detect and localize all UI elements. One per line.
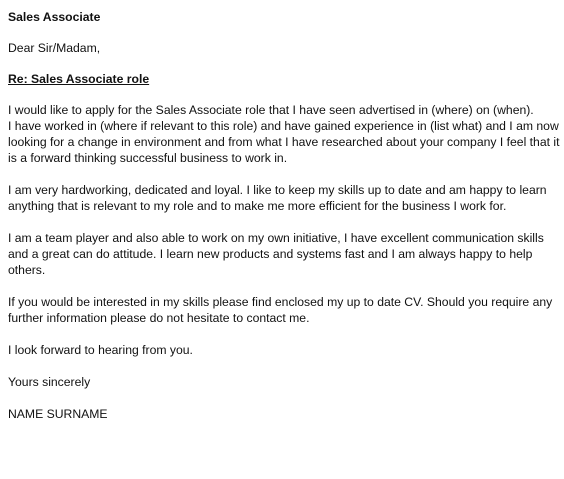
paragraph-line: I have worked in (where if relevant to this role) and have gained experience in (list what) and I am now bbox=[8, 119, 559, 133]
paragraph-line: I would like to apply for the Sales Associate role that I have seen advertised in (where) on (when). bbox=[8, 103, 534, 117]
paragraph-qualities bbox=[8, 182, 556, 214]
paragraph-line: further information please do not hesitate to contact me. bbox=[8, 311, 310, 325]
signature-name: NAME SURNAME bbox=[8, 407, 108, 421]
paragraph-line: and a great can do attitude. I learn new products and systems fast and I am always happy to help bbox=[8, 247, 533, 261]
paragraph-line: I am a team player and also able to work on my own initiative, I have excellent communication skills bbox=[8, 231, 544, 245]
paragraph-line: If you would be interested in my skills please find enclosed my up to date CV. Should you require any bbox=[8, 295, 553, 309]
paragraph-line: looking for a change in environment and from what I have researched about your company I feel that it bbox=[8, 135, 560, 149]
sign-off: Yours sincerely bbox=[8, 375, 91, 389]
paragraph-cv bbox=[8, 294, 556, 326]
paragraph-line: is a forward thinking successful business to work in. bbox=[8, 151, 288, 165]
paragraph-line: anything that is relevant to my role and to make me more efficient for the business I work for. bbox=[8, 199, 507, 213]
salutation: Dear Sir/Madam, bbox=[8, 41, 101, 55]
cover-letter bbox=[8, 9, 560, 422]
paragraph-teamwork bbox=[8, 230, 556, 278]
paragraph-line: I am very hardworking, dedicated and loyal. I like to keep my skills up to date and am happy to learn bbox=[8, 183, 547, 197]
paragraph-line: others. bbox=[8, 263, 46, 277]
letter-title: Sales Associate bbox=[8, 10, 101, 24]
paragraph-line: I look forward to hearing from you. bbox=[8, 343, 193, 357]
paragraph-closing bbox=[8, 342, 556, 358]
paragraph-application bbox=[8, 102, 560, 166]
subject-line: Re: Sales Associate role bbox=[8, 72, 150, 86]
